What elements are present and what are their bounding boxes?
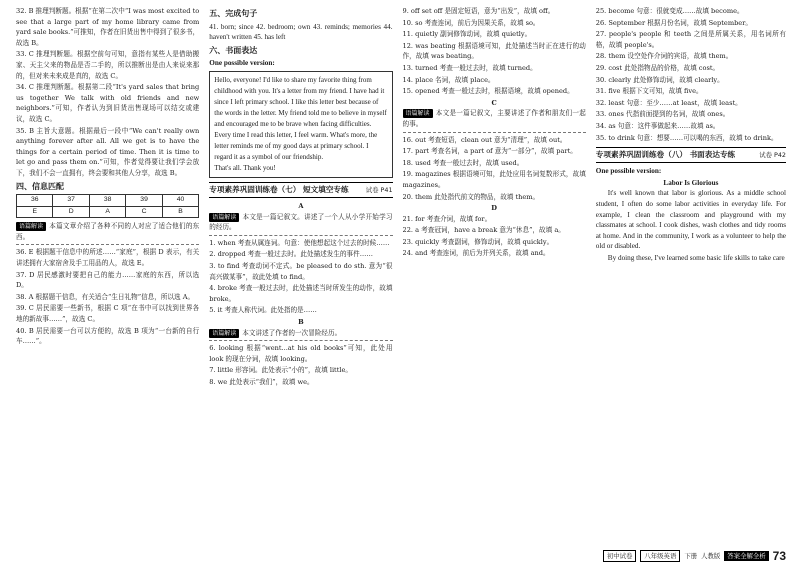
passage-note-c — [403, 108, 586, 132]
answer-d30: 30. clearly 此处修饰动词，故填 clearly。 — [595, 75, 724, 84]
sample-letter-closing: That's all. Thank you! — [214, 163, 276, 172]
passage-tag: 语篇解读 — [16, 222, 46, 231]
answer-c16: 16. out 考查短语，clean out 意为“清理”，故填 out。 — [402, 135, 567, 144]
answer-d31: 31. five 根据下文可知，故填 five。 — [595, 87, 703, 96]
answer-d28: 28. them 设空处作介词的宾语，故填 them。 — [595, 52, 733, 61]
answer-b6: 6. looking 根据“went...at his old books”可知，此处用 look 的现在分词，故填 looking。 — [209, 344, 393, 363]
cell: D — [53, 206, 89, 218]
cell: 40 — [162, 195, 198, 207]
answer-table-numbers — [17, 195, 199, 207]
answer-c12: 12. was beating 根据语境可知，此处描述当时正在进行的动作，故填 was beating。 — [402, 41, 586, 61]
banner-title: 专项素养巩固训练卷（七） 短文填空专练 — [209, 184, 349, 194]
answer-q34: 34. C 推理判断题。根据第二段“It's yard sales that bring us together We talk with old friends and new neighbors.”可知，作者认为到旧货出售现场可以结交或建议，故选 C。 — [16, 83, 200, 123]
answer-c10: 10. so 考查连词，前后为因果关系，故填 so。 — [402, 18, 540, 27]
passage-note-text: 本文是一篇记叙文。讲述了一个人从小学开始学习的经历。 — [209, 212, 393, 232]
cell: 38 — [89, 195, 125, 207]
answer-d32: 32. least 句意：至少……at least，故填 least。 — [595, 98, 742, 107]
part-label-b: B — [298, 317, 304, 326]
passage-tag: 语篇解读 — [209, 329, 239, 338]
page-footer — [603, 550, 786, 562]
answer-table-letters — [17, 206, 199, 218]
part-label-a: A — [298, 201, 304, 210]
answer-d35: 35. to drink 句意：想要……可以喝的东西，故填 to drink。 — [595, 133, 778, 142]
sample-letter-body: Hello, everyone! I'd like to share my favorite thing from childhood with you. It's a letter from my friend. I have had it since I left primary school. I like this letter best because of the words in the letter. My friend told me to believe in myself and encouraged me to be brave when facing difficulties. Every time I read this letter, I feel warm. What's more, the letter reminds me of my good days at primary school. I regard it as a symbol of our friendship. — [214, 75, 387, 161]
answer-table — [16, 194, 199, 218]
column-2 — [209, 6, 392, 566]
answer-d29: 29. cost 此处指物品的价格，故填 cost。 — [595, 63, 720, 72]
answer-b8: 8. we 此处表示“我们”，故填 we。 — [209, 377, 314, 386]
answer-c22: 22. a 考查冠词，have a break 意为“休息”，故填 a。 — [402, 226, 565, 235]
cell: 37 — [53, 195, 89, 207]
answer-d33: 33. ones 代指前面提到的名词，故填 ones。 — [595, 110, 730, 119]
answer-a3: 3. to find 考查动词不定式。be pleased to do sth. 意为“很高兴做某事”，故此处填 to find。 — [209, 261, 393, 281]
cell: A — [89, 206, 125, 218]
section-banner-8 — [596, 147, 786, 163]
answer-a1: 1. when 考查从属连词。句意：使他想起这个过去的时候…… — [209, 238, 390, 247]
section-heading-complete-sentences: 五、完成句子 — [209, 9, 258, 18]
answer-q37: 37. D 居民感激时要把自己的能力……家庭的东西，所以选 D。 — [16, 270, 200, 290]
section-heading-writing: 六、书面表达 — [209, 45, 258, 55]
passage-note-text: 本篇文章介绍了各种不同的人对应了适合他们的东西。 — [16, 222, 200, 241]
answer-c20: 20. them 此处指代前文的物品，故填 them。 — [402, 192, 540, 201]
answer-q32: 32. B 推理判断题。根据“在第二次中“I was most excited to see that a large part of my home library came from yard sale books.”可推知，作者在旧货出售中得到了很多书，故选 B。 — [16, 7, 200, 47]
answer-c19: 19. magazines 根据语境可知，此处应用名词复数形式，故填 magazines。 — [402, 170, 586, 189]
answer-b7: 7. little 形容词。此处表示“小的”，故填 little。 — [209, 366, 352, 375]
answer-a2: 2. dropped 考查一般过去时。此处描述发生的事件…… — [209, 250, 373, 259]
passage-tag: 语篇解读 — [403, 109, 433, 118]
answer-c24: 24. and 考查连词，前后为并列关系，故填 and。 — [402, 249, 550, 258]
answer-c17: 17. part 考查名词，a part of 意为“一部分”，故填 part。 — [402, 147, 577, 156]
fill-answers: 41. born; since 42. bedroom; own 43. reminds; memories 44. haven't written 45. has left — [209, 22, 393, 42]
footer-grade: 八年级英语 — [640, 550, 680, 562]
page-number: 73 — [772, 548, 786, 563]
column-4 — [596, 6, 786, 566]
answer-q39: 39. C 居民需要一些新书，根据 C 项“在书中可以找到世界各地的新故事……”，故选 C。 — [16, 304, 200, 324]
section-heading-info-matching: 四、信息匹配 — [16, 181, 64, 191]
answer-q35: 35. B 主旨大意题。根据最后一段中“We can't really own anything forever after all. All we get is to have the things for a certain period of time. Then it is time to let go and pass them on.”可知，作者觉得要让我们学会放下，我们不会一直拥有，终会要和其他人分享，故选 B。 — [16, 126, 200, 177]
banner-page-ref: 试卷 P41 — [365, 185, 393, 194]
answer-q33: 33. C 推理判断题。根据空前句可知，意指有某些人是借助搬家、天主父来的物品是否二手的，所以推断出是由人来说来那的，但对来未来成是真的，故选 C。 — [16, 50, 200, 80]
answer-c13: 13. turned 考查一般过去时，故填 turned。 — [402, 63, 537, 72]
section-banner-7 — [209, 182, 392, 198]
answer-c21: 21. for 考查介词，故填 for。 — [402, 214, 492, 223]
column-3 — [403, 6, 586, 566]
essay-paragraph-1: It's well known that labor is glorious. As a middle school student, I often do some labor activities in everyday life. For example, I clean the classroom and playground with my classmates at school. I cook dishes, wash clothes and tidy rooms at home. And in the community, I work as a volunteer to help the old or disabled. — [595, 189, 786, 251]
passage-note-text: 本文讲述了作者的一次冒险经历。 — [242, 328, 342, 337]
answer-q40: 40. B 居民需要一台可以方便的，故选 B 项为“一台新的自行车……”。 — [16, 326, 200, 346]
essay-paragraph-2: By doing these, I've learned some basic life skills to take care — [607, 253, 785, 262]
footer-answer-label: 答案全解全析 — [724, 551, 768, 561]
banner-page-ref: 试卷 P42 — [759, 150, 786, 159]
possible-version-label: One possible version: — [595, 167, 662, 176]
essay-title: Labor Is Glorious — [663, 178, 719, 187]
cell: C — [126, 206, 162, 218]
passage-note-text: 本文是一篇记叙文，主要讲述了作者和朋友们一起的事。 — [402, 109, 586, 128]
footer-term: 下册 — [684, 551, 698, 560]
passage-tag: 语篇解读 — [209, 213, 239, 222]
passage-note — [16, 221, 199, 245]
cell: E — [17, 206, 53, 218]
footer-series: 初中试卷 — [603, 550, 637, 562]
part-label-c: C — [491, 98, 497, 107]
footer-edition: 人教版 — [701, 551, 721, 560]
answer-c11: 11. quietly 副词修饰动词，故填 quietly。 — [402, 30, 532, 39]
answer-c14: 14. place 名词，故填 place。 — [402, 75, 495, 84]
cell: 39 — [126, 195, 162, 207]
answer-c18: 18. used 考查一般过去时，故填 used。 — [402, 158, 524, 167]
answer-c23: 23. quickly 考查副词，修饰动词，故填 quickly。 — [402, 237, 554, 246]
answer-q36: 36. E 根据题干信息中的所述……“家庭”，根据 D 表示，有关讲述拥有大家宿舍及手工用品的人，故选 E。 — [16, 248, 200, 268]
answer-a5: 5. it 考查人称代词。此处指的是…… — [209, 306, 317, 315]
answer-d27: 27. people's people 和 teeth 之间是所属关系，用名词所有格，故填 people's。 — [595, 30, 786, 49]
answer-d26: 26. September 根据月份名词，故填 September。 — [595, 18, 752, 27]
answer-d34: 34. as 句意：这件事做起来……故填 as。 — [595, 121, 720, 130]
passage-note-b — [209, 328, 392, 342]
column-1 — [16, 6, 199, 566]
answer-d25: 25. become 句意：很就变成……故填 become。 — [595, 7, 744, 15]
part-label-d: D — [491, 204, 498, 213]
answer-c15: 15. opened 考查一般过去时，根据语境，故填 opened。 — [402, 87, 574, 96]
answer-a4: 4. broke 考查一般过去时，此处描述当时所发生的动作，故填 broke。 — [209, 284, 393, 303]
answer-q38: 38. A 根据题干信息，有关适合“生日礼物”信息，所以选 A。 — [16, 292, 195, 301]
cell: 36 — [17, 195, 53, 207]
passage-note-a — [209, 212, 392, 236]
sample-letter — [209, 71, 392, 178]
cell: B — [162, 206, 198, 218]
possible-version-label: One possible version: — [209, 59, 275, 68]
banner-title: 专项素养巩固训练卷（八） 书面表达专练 — [595, 149, 736, 159]
answer-c9: 9. off set off 是固定短语，意为“出发”，故填 off。 — [402, 7, 555, 15]
